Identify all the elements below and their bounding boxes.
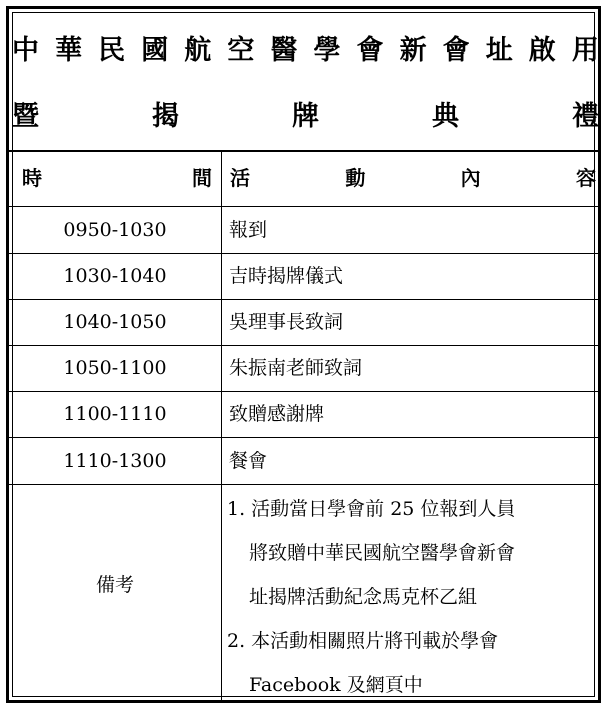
table-row [9, 299, 600, 345]
title-char: 民 [98, 35, 126, 66]
activity-cell: 吳理事長致詞 [229, 311, 344, 333]
title-char: 空 [227, 35, 255, 66]
title-divider [9, 150, 600, 152]
table-row [9, 391, 600, 437]
activity-cell: 朱振南老師致詞 [229, 357, 363, 379]
table-row [9, 438, 600, 484]
title-char: 暨 [12, 101, 39, 132]
row-divider [9, 484, 600, 485]
header-char: 活 [230, 166, 250, 190]
title-char: 牌 [292, 101, 319, 132]
table-row [9, 253, 600, 299]
title-line-2 [12, 99, 599, 135]
title-char: 啟 [528, 35, 556, 66]
time-cell: 0950-1030 [63, 219, 167, 241]
time-cell: 1100-1110 [63, 403, 167, 425]
title-char: 中 [12, 35, 39, 66]
header-char: 間 [192, 166, 212, 190]
title-char: 國 [141, 35, 169, 66]
title-char: 揭 [152, 101, 179, 132]
note-line: 址揭牌活動紀念馬克杯乙組 [249, 586, 478, 608]
note-line: 將致贈中華民國航空醫學會新會 [249, 542, 516, 564]
header-char: 內 [460, 166, 481, 190]
title-line-1 [12, 33, 599, 69]
note-line: Facebook 及網頁中 [249, 674, 423, 696]
title-char: 會 [442, 35, 470, 66]
title-char: 會 [356, 35, 384, 66]
time-cell: 1030-1040 [63, 265, 167, 287]
time-cell: 1110-1300 [63, 450, 167, 472]
title-char: 學 [313, 35, 341, 66]
title-char: 禮 [572, 101, 599, 132]
title-char: 醫 [270, 35, 298, 66]
activity-cell: 致贈感謝牌 [229, 403, 325, 425]
notes-content [227, 487, 597, 707]
title-char: 典 [432, 101, 459, 132]
table-row [9, 345, 600, 391]
note-line: 1. 活動當日學會前 25 位報到人員 [227, 498, 516, 520]
time-cell: 1040-1050 [63, 311, 167, 333]
header-char: 容 [575, 166, 596, 190]
title-char: 址 [485, 35, 513, 66]
header-char: 動 [345, 166, 366, 190]
time-column-header [22, 161, 212, 195]
note-line: 2. 本活動相關照片將刊載於學會 [227, 630, 499, 652]
activity-cell: 報到 [229, 219, 268, 241]
activity-column-header [230, 161, 596, 195]
title-char: 航 [184, 35, 212, 66]
activity-cell: 吉時揭牌儀式 [229, 265, 344, 287]
time-cell: 1050-1100 [63, 357, 167, 379]
activity-cell: 餐會 [229, 450, 268, 472]
table-row [9, 207, 600, 253]
notes-label: 備考 [95, 574, 134, 596]
title-char: 新 [399, 35, 427, 66]
header-char: 時 [22, 166, 42, 190]
title-char: 華 [55, 35, 83, 66]
title-char: 用 [571, 35, 599, 66]
